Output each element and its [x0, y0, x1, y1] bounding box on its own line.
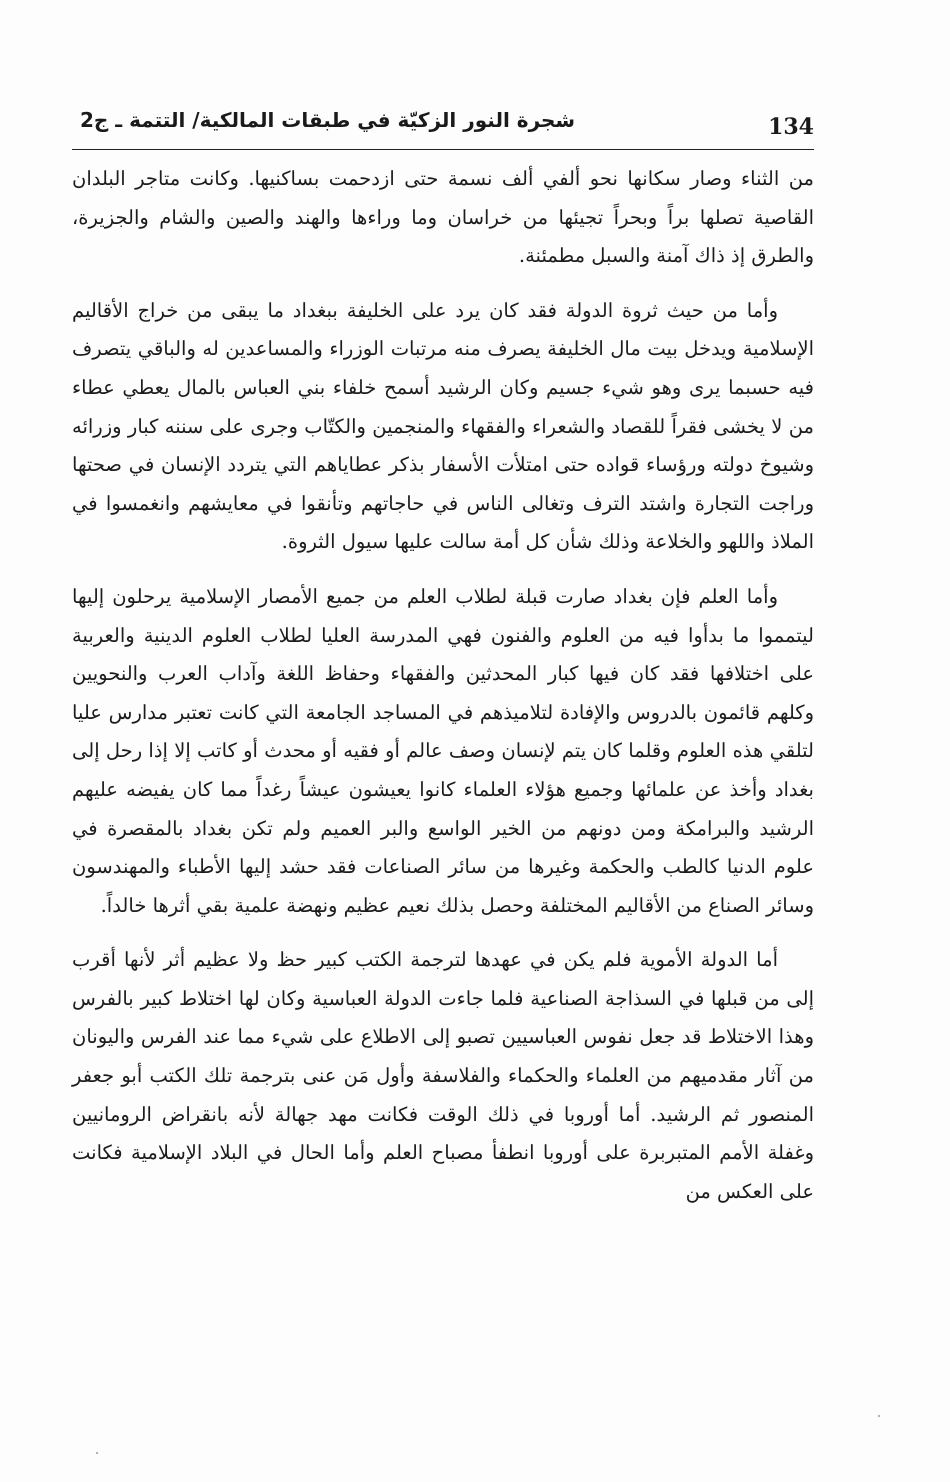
header-rule [72, 149, 814, 150]
page-body [72, 160, 814, 1211]
paragraph-wealth: وأما من حيث ثروة الدولة فقد كان يرد على الخليفة ببغداد ما يبقى من خراج الأقاليم الإسلامية ويدخل بيت مال الخليفة يصرف منه مرتبات الوزراء والمساعدين له والباقي يتصرف فيه حسبما يرى وهو شيء جسيم وكان الرشيد أسمح خلفاء بني العباس بالمال يعطي عطاء من لا يخشى فقراً للقصاد والشعراء والفقهاء والمنجمين والكتّاب وجرى على سننه كبار وزرائه وشيوخ دولته ورؤساء قواده حتى امتلأت الأسفار بذكر عطاياهم التي يتردد الإنسان في صحتها وراجت التجارة واشتد الترف وتغالى الناس في حاجاتهم وتأنقوا في معايشهم وانغمسوا في الملاذ واللهو والخلاعة وذلك شأن كل أمة سالت عليها سيول الثروة. [72, 298, 814, 554]
page-header [72, 104, 814, 148]
running-title: شجرة النور الزكيّة في طبقات المالكية/ التتمة ـ ج2 [80, 108, 576, 132]
paragraph-continued: من الثناء وصار سكانها نحو ألفي ألف نسمة حتى ازدحمت بساكنيها. وكانت متاجر البلدان القاصية تصلها براً وبحراً تجيئها من خراسان وما وراءها والهند والصين والشام والجزيرة، والطرق إذ ذاك آمنة والسبل مطمئنة. [72, 167, 814, 268]
scan-speck [96, 1452, 98, 1454]
page-number: 134 [768, 114, 814, 140]
paragraph-knowledge: وأما العلم فإن بغداد صارت قبلة لطلاب العلم من جميع الأمصار الإسلامية يرحلون إليها ليتمموا ما بدأوا فيه من العلوم والفنون فهي المدرسة العليا لطلاب العلوم الدينية والعربية على اختلافها فقد كان فيها كبار المحدثين والفقهاء وحفاظ اللغة وآداب العرب والنحويين وكلهم قائمون بالدروس والإفادة لتلاميذهم في المساجد الجامعة التي كانت تعتبر مدارس عليا لتلقي هذه العلوم وقلما كان يتم لإنسان وصف عالم أو فقيه أو محدث أو كاتب إلا إذا رحل إلى بغداد وأخذ عن علمائها وجميع هؤلاء العلماء كانوا يعيشون عيشاً رغداً مما كان يفيضه عليهم الرشيد والبرامكة ومن دونهم من الخير الواسع والبر العميم ولم تكن بغداد بالمقصرة في علوم الدنيا كالطب والحكمة وغيرها من سائر الصناعات فقد حشد إليها الأطباء والمهندسون وسائر الصناع من الأقاليم المختلفة وحصل بذلك نعيم عظيم ونهضة علمية بقي أثرها خالداً. [72, 584, 814, 917]
paragraph-translation: أما الدولة الأموية فلم يكن في عهدها لترجمة الكتب كبير حظ ولا عظيم أثر لأنها أقرب إلى من قبلها في السذاجة الصناعية فلما جاءت الدولة العباسية وكان لها اختلاط كبير بالفرس وهذا الاختلاط قد جعل نفوس العباسيين تصبو إلى الاطلاع على شيء مما عند الفرس واليونان من آثار مقدميهم من العلماء والحكماء والفلاسفة وأول مَن عنى بترجمة تلك الكتب أبو جعفر المنصور ثم الرشيد. أما أوروبا في ذلك الوقت فكانت مهد جهالة لأنه بانقراض الرومانيين وغفلة الأمم المتبربرة على أوروبا انطفأ مصباح العلم وأما الحال في البلاد الإسلامية فكانت على العكس من [72, 948, 814, 1203]
scan-speck [878, 1415, 880, 1417]
